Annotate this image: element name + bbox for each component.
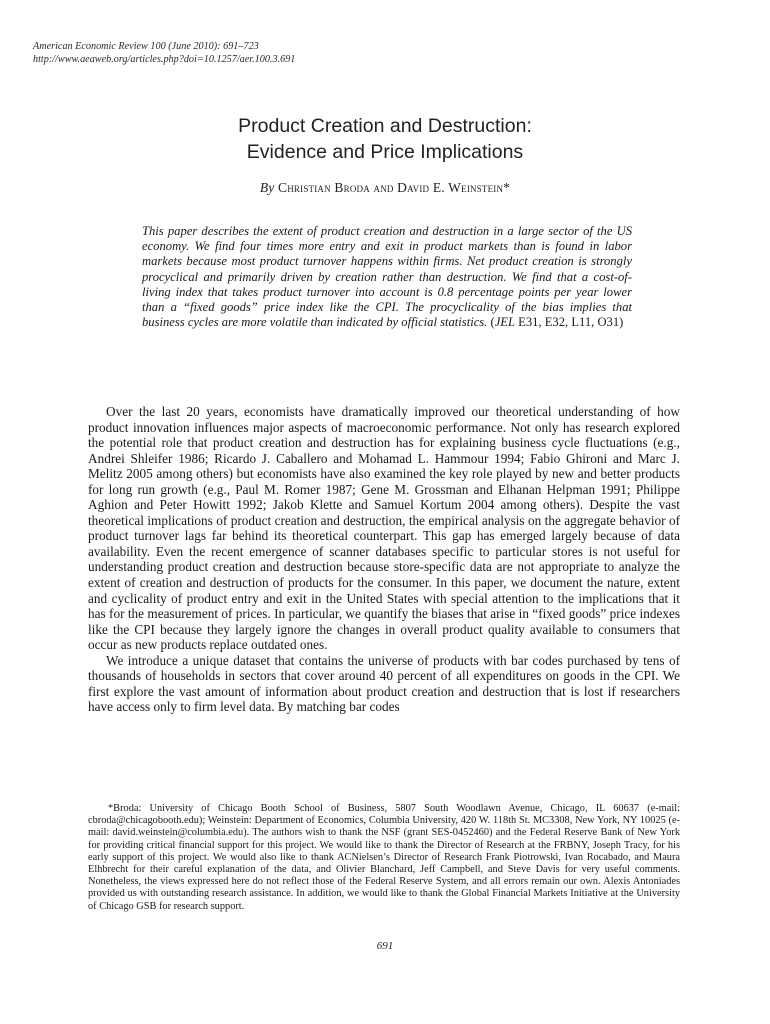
footnote-text: *Broda: University of Chicago Booth School of Business, 5807 South Woodlawn Avenue, Chicago, IL 60637 (e-mail: cbroda@chicagobooth.edu); Weinstein: Department of Economics, Columbia University, 420 W. 118th St. MC3308, New York, NY 10025 (e-mail: david.weinstein@columbia.edu). The authors wish to thank the NSF (grant SES-0452460) and the Federal Reserve Bank of New York for providing critical financial support for this project. We would like to thank the Director of Research at the FRBNY, Joseph Tracy, for his early support of this project. We would also like to thank ACNielsen’s Director of Research Frank Piotrowski, Ivan Rocabado, and Maura Elhbrecht for their careful explanation of the data, and Olivier Blanchard, Jeff Campbell, and Steve Davis for very useful comments. Nonetheless, the views expressed here do not reflect those of the Federal Reserve System, and all errors remain our own. Alexis Antoniades provided us with outstanding research assistance. In addition, we would like to thank the Global Financial Markets Initiative at the University of Chicago GSB for research support. [88, 803, 680, 912]
jel-label: JEL [494, 315, 515, 330]
body-text [88, 404, 680, 715]
author-footnote [88, 803, 680, 913]
byline-authors: Christian Broda and David E. Weinstein* [278, 180, 511, 195]
jel-codes: (JEL E31, E32, L11, O31) [490, 315, 624, 330]
byline [0, 180, 770, 196]
running-header [33, 40, 733, 66]
paper-title [0, 113, 770, 165]
journal-citation: American Economic Review 100 (June 2010): 691–723 [33, 41, 259, 52]
body-paragraph-2: We introduce a unique dataset that contains the universe of products with bar codes purchased by tens of thousands of households in sectors that cover around 40 percent of all expenditures on goods in the CPI. We first explore the vast amount of information about product creation and destruction that is lost if researchers have access only to firm level data. By matching bar codes [88, 652, 680, 715]
abstract [142, 224, 632, 330]
jel-code-list: E31, E32, L11, O31 [518, 315, 620, 330]
page-number: 691 [376, 940, 394, 952]
title-line-1: Product Creation and Destruction: [238, 115, 532, 137]
doi-link[interactable]: http://www.aeaweb.org/articles.php?doi=10.1257/aer.100.3.691 [33, 54, 296, 65]
title-line-2: Evidence and Price Implications [246, 141, 524, 163]
abstract-text: This paper describes the extent of product creation and destruction in a large sector of the US economy. We find four times more entry and exit in product markets than is found in labor markets because most product turnover happens within firms. Net product creation is strongly procyclical and primarily driven by creation rather than destruction. We find that a cost-of-living index that takes product turnover into account is 0.8 percentage points per year lower than a “fixed goods” price index like the CPI. The procyclicality of the bias implies that business cycles are more volatile than indicated by official statistics. [142, 224, 632, 330]
byline-by: By [259, 180, 275, 195]
body-paragraph-1: Over the last 20 years, economists have dramatically improved our theoretical understanding of how product innovation influences major aspects of macroeconomic performance. Not only has research explored the potential role that product creation and destruction has for explaining business cycle fluctuations (e.g., Andrei Shleifer 1986; Ricardo J. Caballero and Mohamad L. Hammour 1994; Fabio Ghironi and Marc J. Melitz 2005 among others) but economists have also examined the key role played by new and better products for long run growth (e.g., Paul M. Romer 1987; Gene M. Grossman and Elhanan Helpman 1991; Philippe Aghion and Peter Howitt 1992; Jakob Klette and Samuel Kortum 2004 among others). Despite the vast theoretical implications of product creation and destruction, the empirical analysis on the aggregate behavior of product turnover lags far behind its theoretical counterpart. This gap has emerged largely because of data availability. Even the recent emergence of scanner databases specific to particular stores is not useful for understanding product creation and destruction because store-specific data are not appropriate to analyze the extent of creation and destruction of products for the consumer. In this paper, we document the nature, extent and cyclicality of product entry and exit in the United States with special attention to the implications that it has for the measurement of prices. In particular, we quantify the biases that arise in “fixed goods” price indexes like the CPI because they largely ignore the changes in overall product quality available to consumers that occur as new products replace outdated ones. [88, 404, 680, 653]
